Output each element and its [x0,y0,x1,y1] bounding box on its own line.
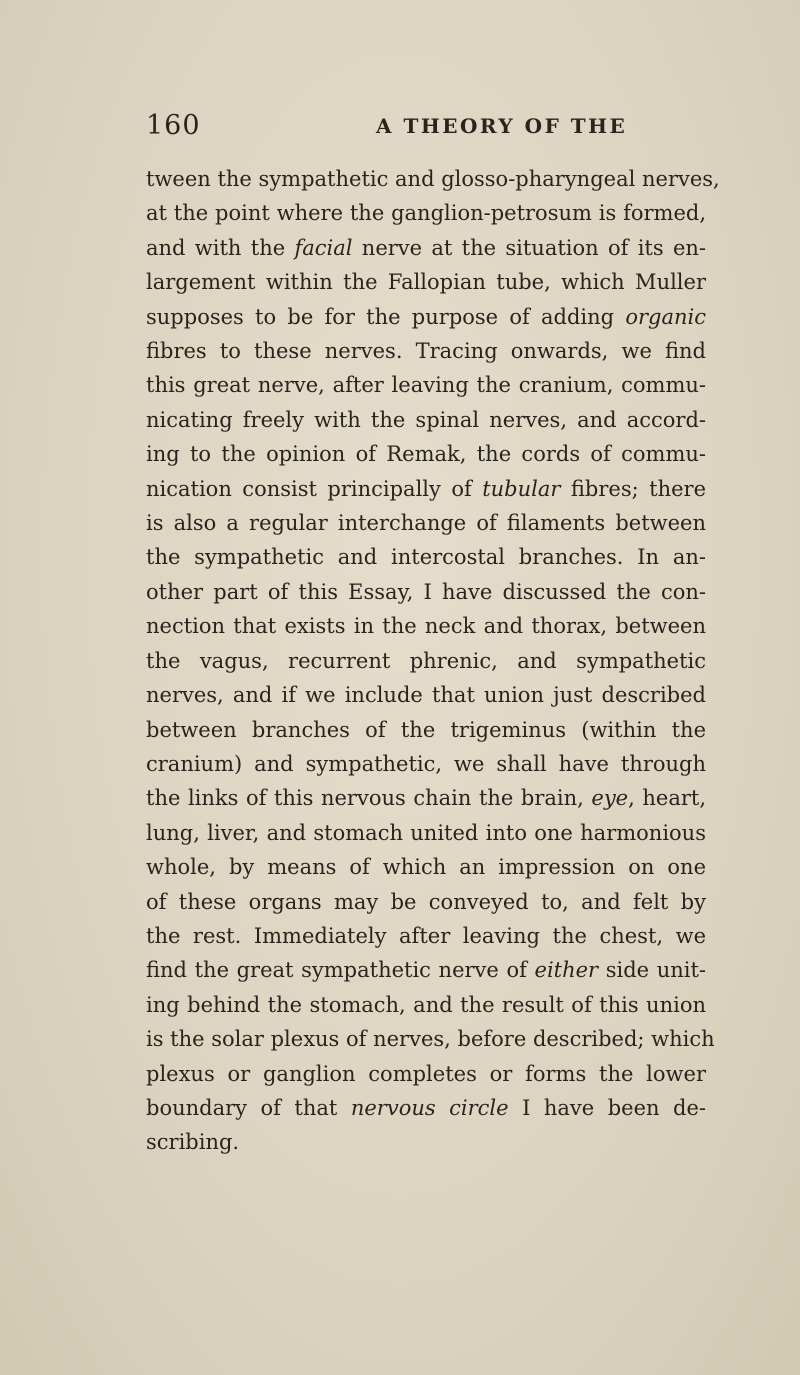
text-line [146,644,706,678]
text-segment: the sympathetic and intercostal branches. In an- [146,545,706,570]
text-line [146,919,706,953]
text-line [146,231,706,265]
text-line [146,1057,706,1091]
text-segment: nection that exists in the neck and thorax, between [146,614,706,639]
text-segment: and with the [146,235,295,260]
text-segment: scribing. [146,1130,240,1155]
text-segment: the rest. Immediately after leaving the chest, we [146,923,706,948]
text-segment: tween the sympathetic and glosso-pharyngeal nerves, [146,167,720,191]
text-line [146,678,706,712]
text-segment: plexus or ganglion completes or forms the lower [146,1061,706,1086]
text-segment: at the point where the ganglion-petrosum is formed, [146,201,706,226]
page-header [146,110,706,150]
text-line [146,368,706,402]
text-line [146,1125,706,1159]
text-line [146,713,706,747]
text-line [146,403,706,437]
text-line [146,747,706,781]
text-line [146,781,706,815]
text-line [146,334,706,368]
text-segment: I have been de- [508,1095,706,1120]
text-segment: supposes to be for the purpose of adding [146,304,626,329]
text-segment: , heart, [628,786,706,811]
text-line [146,472,706,506]
text-line [146,816,706,850]
page-number: 160 [146,110,201,141]
italic-term: facial [294,235,353,260]
text-line [146,1022,715,1056]
text-segment: is the solar plexus of nerves, before described; which [146,1027,715,1052]
text-line [146,196,706,230]
text-segment: largement within the Fallopian tube, which Muller [146,270,706,295]
text-segment: fibres to these nerves. Tracing onwards, we find [146,339,706,364]
italic-term: organic [625,304,706,329]
text-segment: of these organs may be conveyed to, and felt by [146,889,706,914]
text-line [146,609,706,643]
italic-term: nervous circle [350,1095,509,1120]
text-segment: ing to the opinion of Remak, the cords of commu- [146,442,706,467]
text-line [146,540,706,574]
text-segment: cranium) and sympathetic, we shall have through [146,751,706,776]
italic-term: eye [591,786,629,811]
text-segment: find the great sympathetic nerve of [146,958,535,983]
text-segment: the links of this nervous chain the brain, [146,786,592,811]
italic-term: tubular [482,476,561,501]
text-line [146,885,706,919]
text-line [146,953,706,987]
text-segment: boundary of that [146,1095,351,1120]
body-text [146,162,720,1160]
text-segment: nerve at the situation of its en- [352,235,706,260]
text-line [146,1091,706,1125]
text-line [146,575,706,609]
text-segment: the vagus, recurrent phrenic, and sympathetic [146,648,706,673]
text-segment: whole, by means of which an impression on one [146,855,706,880]
text-line [146,506,706,540]
text-line [146,300,706,334]
text-line [146,162,720,196]
running-head: A THEORY OF THE [376,114,628,138]
text-line [146,988,706,1022]
text-segment: nerves, and if we include that union just described [146,683,706,708]
italic-term: either [534,958,599,983]
text-segment: between branches of the trigeminus (within the [146,717,706,742]
text-segment: nicating freely with the spinal nerves, and accord- [146,407,706,432]
text-segment: fibres; there [560,476,706,501]
text-segment: side unit- [598,958,707,983]
text-segment: nication consist principally of [146,476,483,501]
text-segment: is also a regular interchange of filaments between [146,511,706,536]
text-segment: other part of this Essay, I have discussed the con- [146,579,706,604]
text-line [146,850,706,884]
text-line [146,265,706,299]
text-segment: ing behind the stomach, and the result of this union [146,992,706,1017]
text-segment: lung, liver, and stomach united into one harmonious [146,820,706,845]
text-segment: this great nerve, after leaving the cranium, commu- [146,373,706,398]
text-line [146,437,706,471]
